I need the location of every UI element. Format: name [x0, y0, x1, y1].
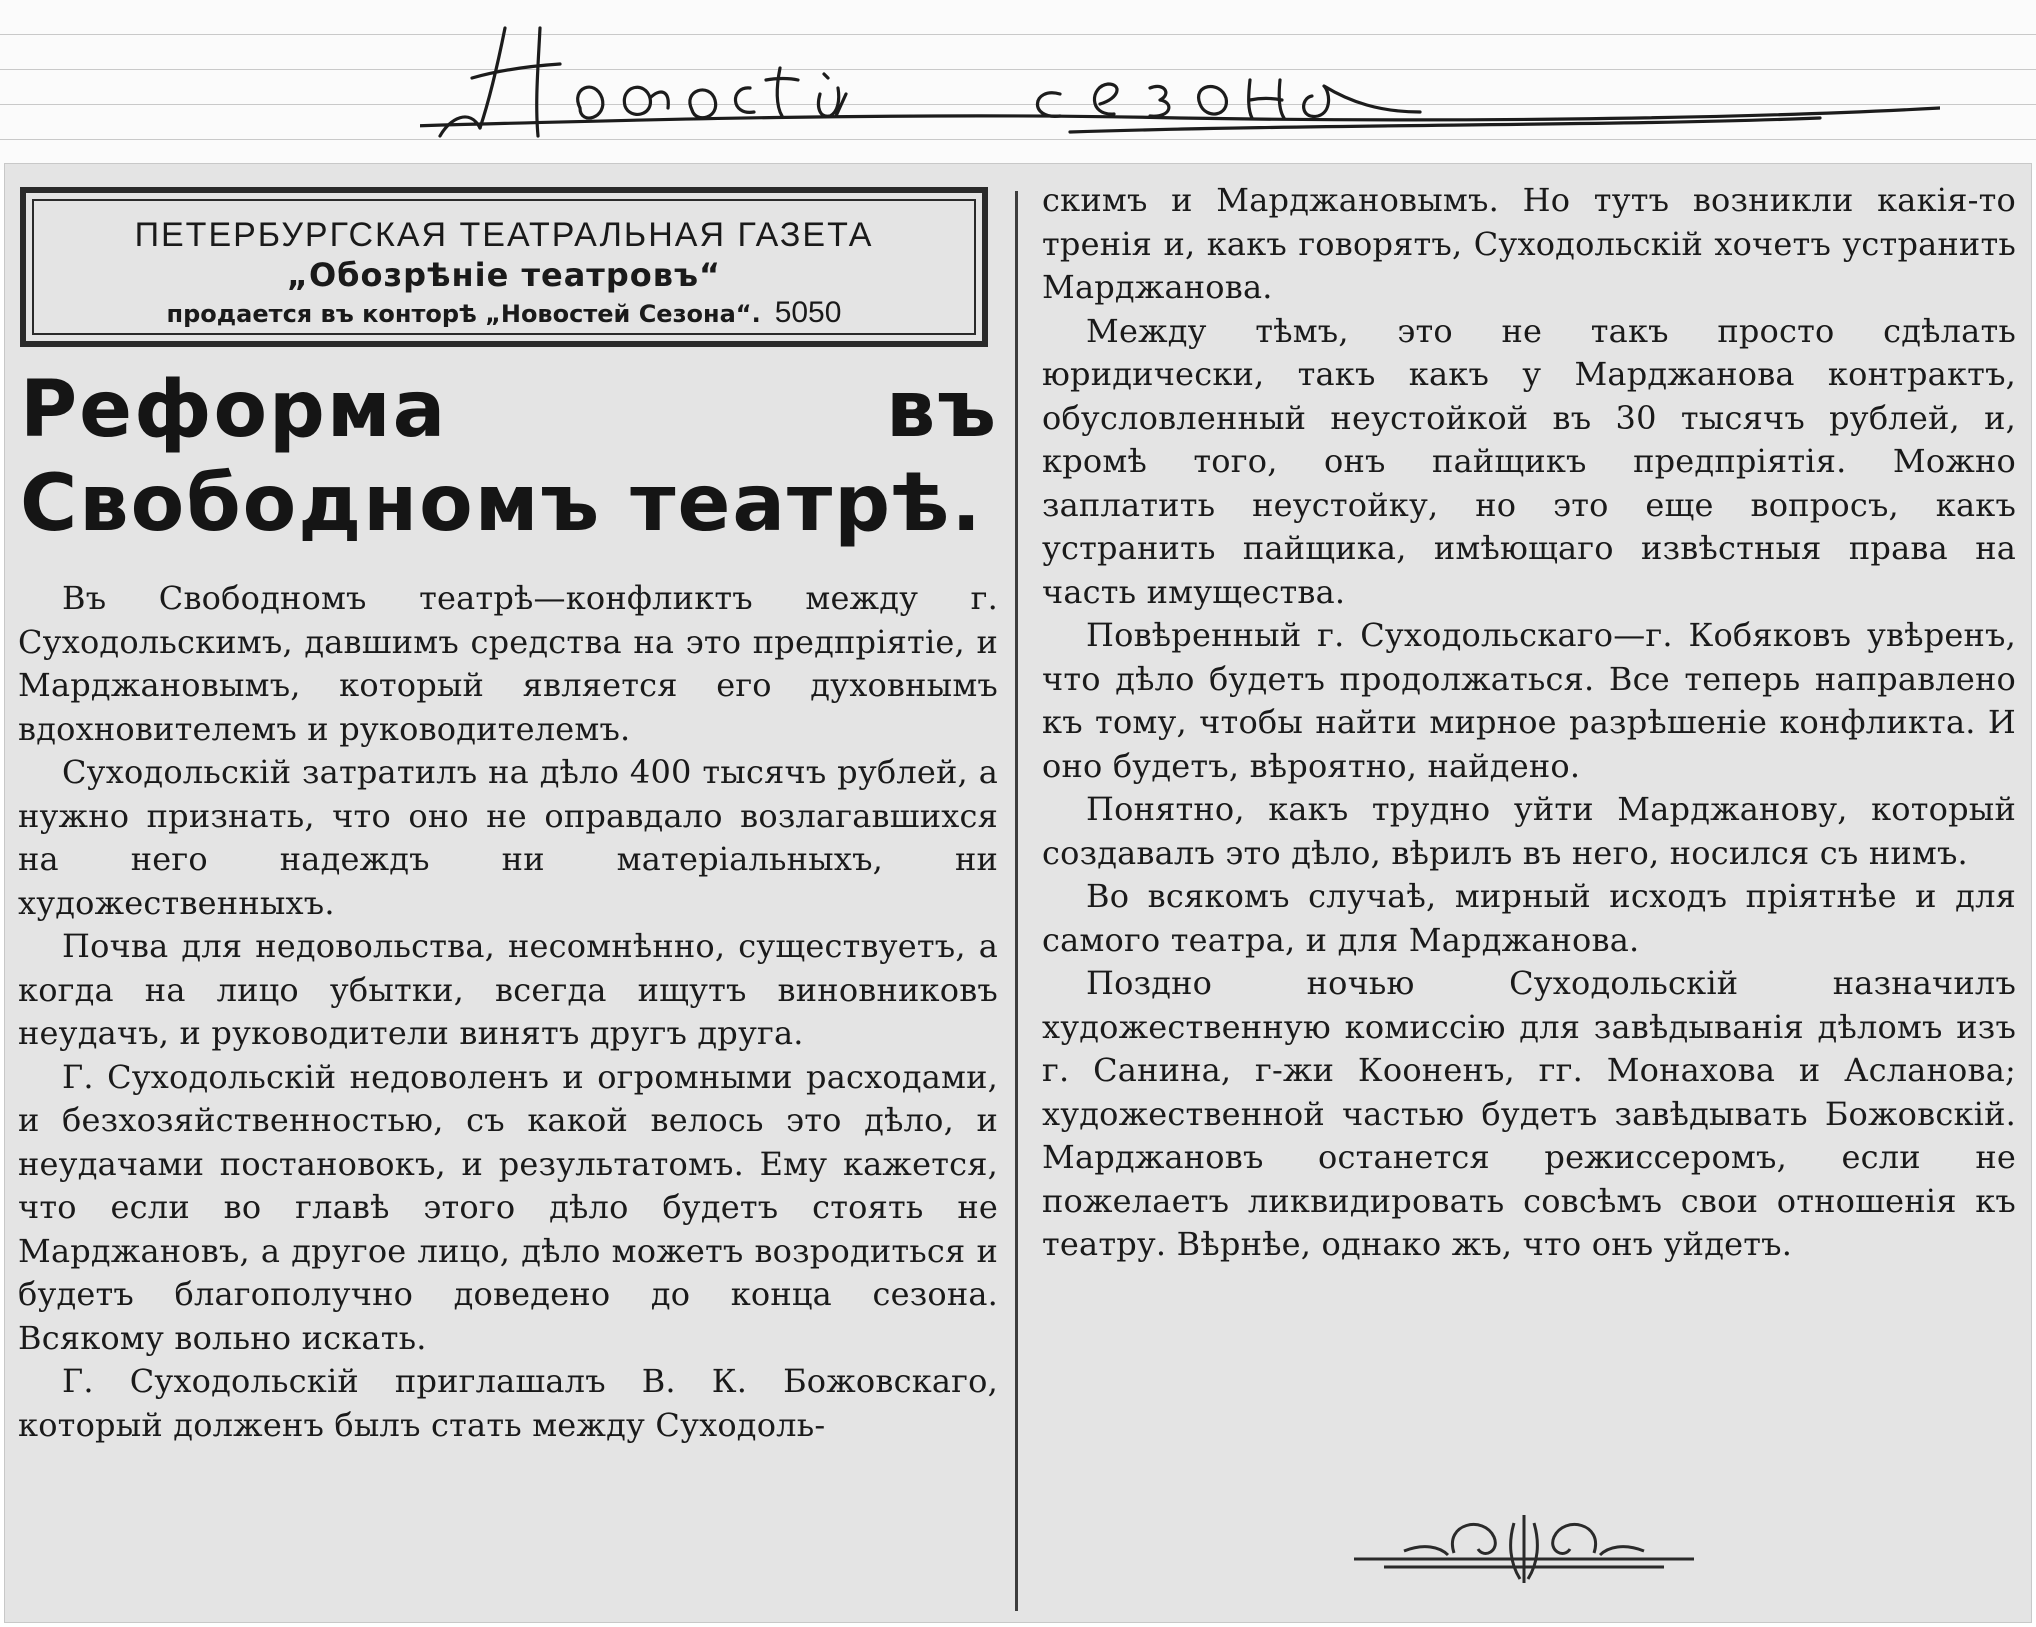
article-paragraph: Г. Суходольскій приглашалъ В. К. Божовскаго, который долженъ былъ стать между Суходоль- [18, 1362, 998, 1444]
article-paragraph: Почва для недовольства, несомнѣнно, существуетъ, а когда на лицо убытки, всегда ищутъ виновниковъ неудачъ, и руководители винятъ другъ друга. [18, 927, 998, 1052]
article-paragraph: Во всякомъ случаѣ, мирный исходъ пріятнѣе и для самого театра, и для Марджанова. [1042, 877, 2016, 959]
right-column [1042, 179, 2016, 1267]
column-divider [1015, 191, 1018, 1611]
ad-title: „Обозрѣніе театровъ“ [286, 256, 722, 294]
article-paragraph: скимъ и Марджановымъ. Но тутъ возникли какія-то тренія и, какъ говорятъ, Суходольскій хочетъ устранить Марджанова. [1042, 181, 2016, 306]
decorative-ornament-icon [1344, 1503, 1704, 1593]
article-paragraph: Между тѣмъ, это не такъ просто сдѣлать юридически, такъ какъ у Марджанова контрактъ, обусловленный неустойкой въ 30 тысячъ рублей, и, кромѣ того, онъ пайщикъ предпріятія. Можно заплатить неустойку, но это еще вопросъ, какъ устранить пайщика, имѣющаго извѣстныя права на часть имущества. [1042, 311, 2016, 611]
newspaper-advertisement [20, 187, 988, 347]
ad-number: 5050 [774, 296, 842, 329]
article-paragraph: Понятно, какъ трудно уйти Марджанову, который создавалъ это дѣло, вѣрилъ въ него, носился съ нимъ. [1042, 790, 2016, 872]
ad-publication-name: ПЕТЕРБУРГСКАЯ ТЕАТРАЛЬНАЯ ГАЗЕТА [134, 216, 874, 254]
newspaper-clipping [4, 163, 2032, 1623]
handwritten-title [420, 8, 1940, 158]
article-paragraph: Поздно ночью Суходольскій назначилъ художественную комиссію для завѣдыванія дѣломъ изъ г. Санина, г-жи Кооненъ, гг. Монахова и Асланова; художественной частью будетъ завѣдывать Божовскій. Марджановъ останется режиссеромъ, если не пожелаетъ ликвидировать совсѣмъ свои отношенія къ театру. Вѣрнѣе, однако жъ, что онъ уйдетъ. [1042, 964, 2016, 1263]
article-paragraph: Въ Свободномъ театрѣ—конфликтъ между г. Суходольскимъ, давшимъ средства на это предпріятіе, и Марджановымъ, который является его духовнымъ вдохновителемъ и руководителемъ. [18, 579, 998, 748]
article-paragraph: Повѣренный г. Суходольскаго—г. Кобяковъ увѣренъ, что дѣло будетъ продолжаться. Все теперь направлено къ тому, чтобы найти мирное разрѣшеніе конфликта. И оно будетъ, вѣроятно, найдено. [1042, 616, 2016, 785]
left-column [18, 183, 998, 1447]
ad-sale-text: продается въ конторѣ „Новостей Сезона“. [166, 300, 761, 328]
article-paragraph: Суходольскій затратилъ на дѣло 400 тысячъ рублей, а нужно признать, что оно не оправдало возлагавшихся на него надеждъ ни матеріальныхъ, ни художественныхъ. [18, 753, 998, 922]
article-paragraph: Г. Суходольскій недоволенъ и огромными расходами, и безхозяйственностью, съ какой велось это дѣло, и неудачами постановокъ, и результатомъ. Ему кажется, что если во главѣ этого дѣло будетъ стоять не Марджановъ, а другое лицо, дѣло можетъ возродиться и будетъ благополучно доведено до конца сезона. Всякому вольно искать. [18, 1057, 998, 1357]
article-headline: Реформа въ Свободномъ театрѣ. [20, 365, 998, 549]
ad-sale-info [26, 295, 982, 332]
